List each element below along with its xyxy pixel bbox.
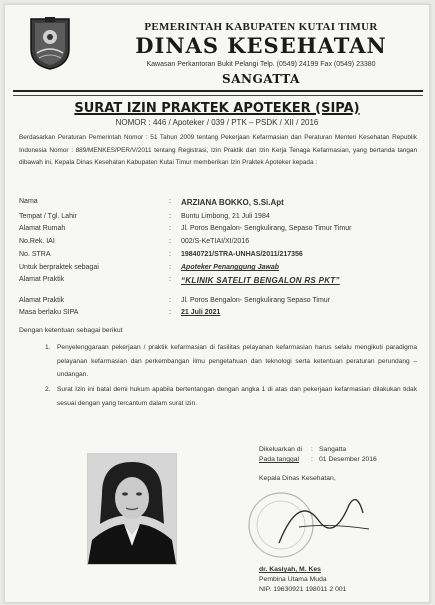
field-colon: : [169, 225, 171, 232]
field-label: No.Rek. IAI [19, 238, 55, 245]
field-row-stra [19, 251, 419, 263]
field-colon: : [169, 309, 171, 316]
official-stamp-and-signature [239, 483, 389, 567]
signer-nip: NIP. 19630921 198011 2 001 [259, 586, 347, 593]
home-address: Jl. Poros Bengalon- Sengkulirang, Sepaso Timur Timur [181, 225, 352, 232]
issued-label: Dikeluarkan di [259, 446, 303, 453]
condition-text: Penyelenggaraan pekerjaan / praktik kefarmasian di fasilitas pelayanan kefarmasian harus selalu mengikuti paradigma pelayanan kefarmasian dan perkembangan ilmu pengetahuan dan teknologi serta ketentuan peraturan perundang – undangan. [57, 344, 417, 378]
holder-photo [87, 453, 177, 565]
government-name: PEMERINTAH KABUPATEN KUTAI TIMUR [144, 21, 378, 33]
permit-document [4, 4, 430, 603]
validity-date: 21 Juli 2021 [181, 309, 221, 316]
office-address: Kawasan Perkantoran Bukit Pelangi Telp. (0549) 24199 Fax (0549) 23380 [146, 61, 376, 68]
field-row-role [19, 264, 419, 276]
field-row-iai [19, 238, 419, 250]
field-row-birth [19, 213, 419, 225]
field-colon: : [169, 238, 171, 245]
document-title [5, 101, 429, 116]
issued-place: Sangatta [319, 446, 347, 453]
document-number: NOMOR : 446 / Apoteker / 039 / PTK – PSDK / XII / 2016 [115, 118, 319, 127]
field-label: Masa berlaku SIPA [19, 309, 79, 316]
signer-rank: Pembina Utama Muda [259, 576, 327, 583]
field-colon: : [169, 213, 171, 220]
practice-clinic: “KLINIK SATELIT BENGALON RS PKT” [181, 276, 340, 285]
birth-place-date: Buntu Limbong, 21 Juli 1984 [181, 213, 270, 220]
issued-place-row [259, 446, 347, 453]
field-row-name [19, 198, 419, 210]
condition-text: Surat Izin ini batal demi hukum apabila bertentangan dengan angka 1 di atas dan pekerjaan kefarmasian dilakukan tidak sesuai dengan yang tercantum dalam surat izin. [57, 386, 417, 407]
field-colon: : [169, 251, 171, 258]
letterhead-rule-thick [13, 90, 423, 92]
field-row-address [19, 225, 419, 237]
condition-item [45, 383, 417, 410]
field-label: Alamat Praktik [19, 297, 65, 304]
stra-number: 19840721/STRA-UNHAS/2011/217356 [181, 251, 303, 258]
holder-name: ARZIANA BOKKO, S.Si.Apt [181, 198, 284, 207]
regency-emblem-icon [27, 15, 73, 71]
issued-date-row [259, 456, 377, 463]
iai-number: 002/S-KeTIAI/XI/2016 [181, 238, 250, 245]
condition-item [45, 341, 417, 382]
date-label: Pada tanggal [259, 456, 300, 463]
office-city: SANGATTA [222, 72, 300, 86]
condition-number: 1. [45, 344, 51, 351]
field-row-validity [19, 309, 419, 321]
department-name: DINAS KESEHATAN [135, 33, 387, 58]
field-label: Alamat Rumah [19, 225, 66, 232]
field-colon: : [169, 297, 171, 304]
field-colon: : [169, 198, 171, 205]
signer-position: Kepala Dinas Kesehatan, [259, 475, 336, 482]
conditions-heading: Dengan ketentuan sebagai berikut [19, 327, 123, 334]
condition-number: 2. [45, 386, 51, 393]
field-label: Untuk berpraktek sebagai [19, 264, 99, 271]
letterhead-rule-thin [13, 95, 423, 96]
field-label: No. STRA [19, 251, 51, 258]
field-colon: : [169, 264, 171, 271]
document-title-text: SURAT IZIN PRAKTEK APOTEKER (SIPA) [74, 101, 360, 116]
sig-colon: : [311, 456, 313, 463]
field-label: Tempat / Tgl. Lahir [19, 213, 77, 220]
practice-address: Jl. Poros Bengalon- Sengkulirang Sepaso Timur [181, 297, 331, 304]
field-row-practice-address [19, 297, 419, 309]
field-label: Alamat Praktik [19, 276, 65, 283]
field-colon: : [169, 276, 171, 283]
sig-colon: : [311, 446, 313, 453]
signer-name: dr. Kasiyah, M. Kes [259, 566, 321, 573]
practice-role: Apoteker Penanggung Jawab [181, 264, 280, 271]
portrait-image [88, 454, 176, 564]
field-row-practice-place [19, 276, 419, 288]
field-label: Nama [19, 198, 38, 205]
intro-paragraph: Berdasarkan Peraturan Pemerintah Nomor : 51 Tahun 2009 tentang Pekerjaan Kefarmasian dan Peraturan Menteri Kesehatan Republik Indonesia Nomor : 889/MENKES/PER/V/2011 tentang Registrasi, Izin Praktik dan Izin Kerja Tenaga Kefarmasian, yang bertanda tangan dibawah ini, Kepala Dinas Kesehatan Kabupaten Kutai Timur memberikan Izin Praktek Apoteker kepada : [19, 134, 417, 166]
issued-date: 01 Desember 2016 [319, 456, 377, 463]
